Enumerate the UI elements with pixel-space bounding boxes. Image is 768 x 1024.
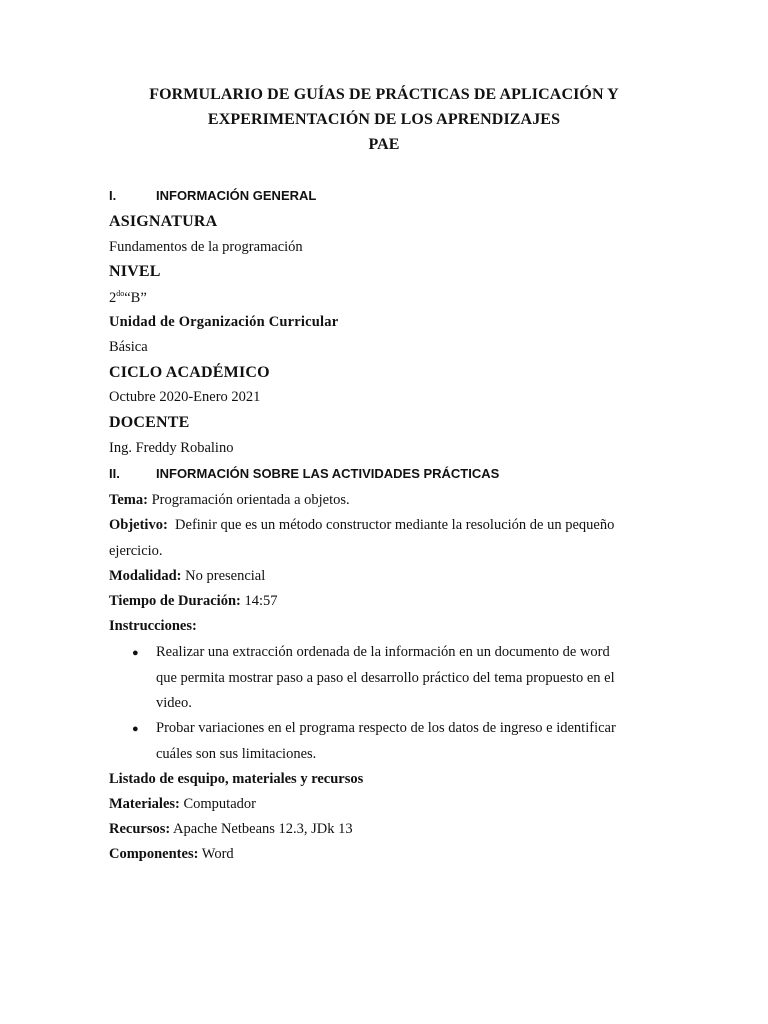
modalidad-value: No presencial (185, 568, 266, 584)
componentes-label: Componentes: (109, 846, 199, 862)
tiempo-label: Tiempo de Duración: (109, 593, 241, 609)
nivel-label: NIVEL (109, 263, 161, 280)
recursos-value: Apache Netbeans 12.3, JDk 13 (173, 821, 353, 837)
modalidad-label: Modalidad: (109, 568, 182, 584)
listado-label: Listado de esquipo, materiales y recursos (109, 771, 364, 787)
list-item-line: Realizar una extracción ordenada de la información en un documento de word (156, 644, 610, 660)
nivel-group: “B” (124, 290, 147, 306)
bullet-icon: ● (132, 647, 139, 659)
tema-row (109, 492, 350, 509)
asignatura-value: Fundamentos de la programación (109, 239, 303, 255)
recursos-row (109, 821, 353, 838)
unidad-value: Básica (109, 339, 148, 355)
list-item-line: video. (156, 695, 192, 711)
nivel-number: 2 (109, 290, 117, 306)
tiempo-value: 14:57 (244, 593, 278, 609)
section-2-number: II. (109, 466, 120, 481)
ciclo-value: Octubre 2020-Enero 2021 (109, 389, 261, 405)
document-title-line-3: PAE (368, 136, 400, 153)
list-item-line: Probar variaciones en el programa respecto de los datos de ingreso e identificar (156, 720, 616, 736)
section-1-title: INFORMACIÓN GENERAL (156, 188, 317, 203)
tema-value: Programación orientada a objetos. (151, 492, 350, 508)
document-title-line-2: EXPERIMENTACIÓN DE LOS APRENDIZAJES (207, 111, 561, 128)
tema-label: Tema: (109, 492, 148, 508)
materiales-value: Computador (183, 796, 256, 812)
objetivo-value-line-1: Definir que es un método constructor mediante la resolución de un pequeño (175, 517, 615, 533)
docente-label: DOCENTE (109, 414, 190, 431)
nivel-superscript: do (116, 289, 125, 298)
section-1-heading (109, 188, 316, 203)
document-title-line-1: FORMULARIO DE GUÍAS DE PRÁCTICAS DE APLICACIÓN Y (149, 86, 619, 103)
componentes-row (109, 846, 234, 863)
section-2-heading (109, 466, 499, 481)
nivel-value (109, 289, 147, 307)
tiempo-row (109, 593, 278, 610)
asignatura-label: ASIGNATURA (109, 213, 218, 230)
ciclo-label: CICLO ACADÉMICO (109, 364, 270, 381)
materiales-row (109, 796, 256, 813)
objetivo-label: Objetivo: (109, 517, 168, 533)
recursos-label: Recursos: (109, 821, 171, 837)
list-item-line: cuáles son sus limitaciones. (156, 745, 317, 762)
componentes-value: Word (201, 846, 234, 862)
list-item (156, 640, 676, 717)
objetivo-row (109, 517, 614, 534)
instrucciones-label: Instrucciones: (109, 618, 197, 634)
section-1-number: I. (109, 188, 117, 203)
docente-value: Ing. Freddy Robalino (109, 440, 234, 456)
materiales-label: Materiales: (109, 796, 180, 812)
list-item-line: que permita mostrar paso a paso el desarrollo práctico del tema propuesto en el (156, 669, 615, 686)
unidad-label: Unidad de Organización Curricular (109, 314, 339, 330)
section-2-title: INFORMACIÓN SOBRE LAS ACTIVIDADES PRÁCTICAS (156, 466, 500, 481)
bullet-icon: ● (132, 723, 139, 735)
modalidad-row (109, 568, 265, 585)
objetivo-value-line-2: ejercicio. (109, 543, 163, 559)
list-item (156, 716, 676, 767)
